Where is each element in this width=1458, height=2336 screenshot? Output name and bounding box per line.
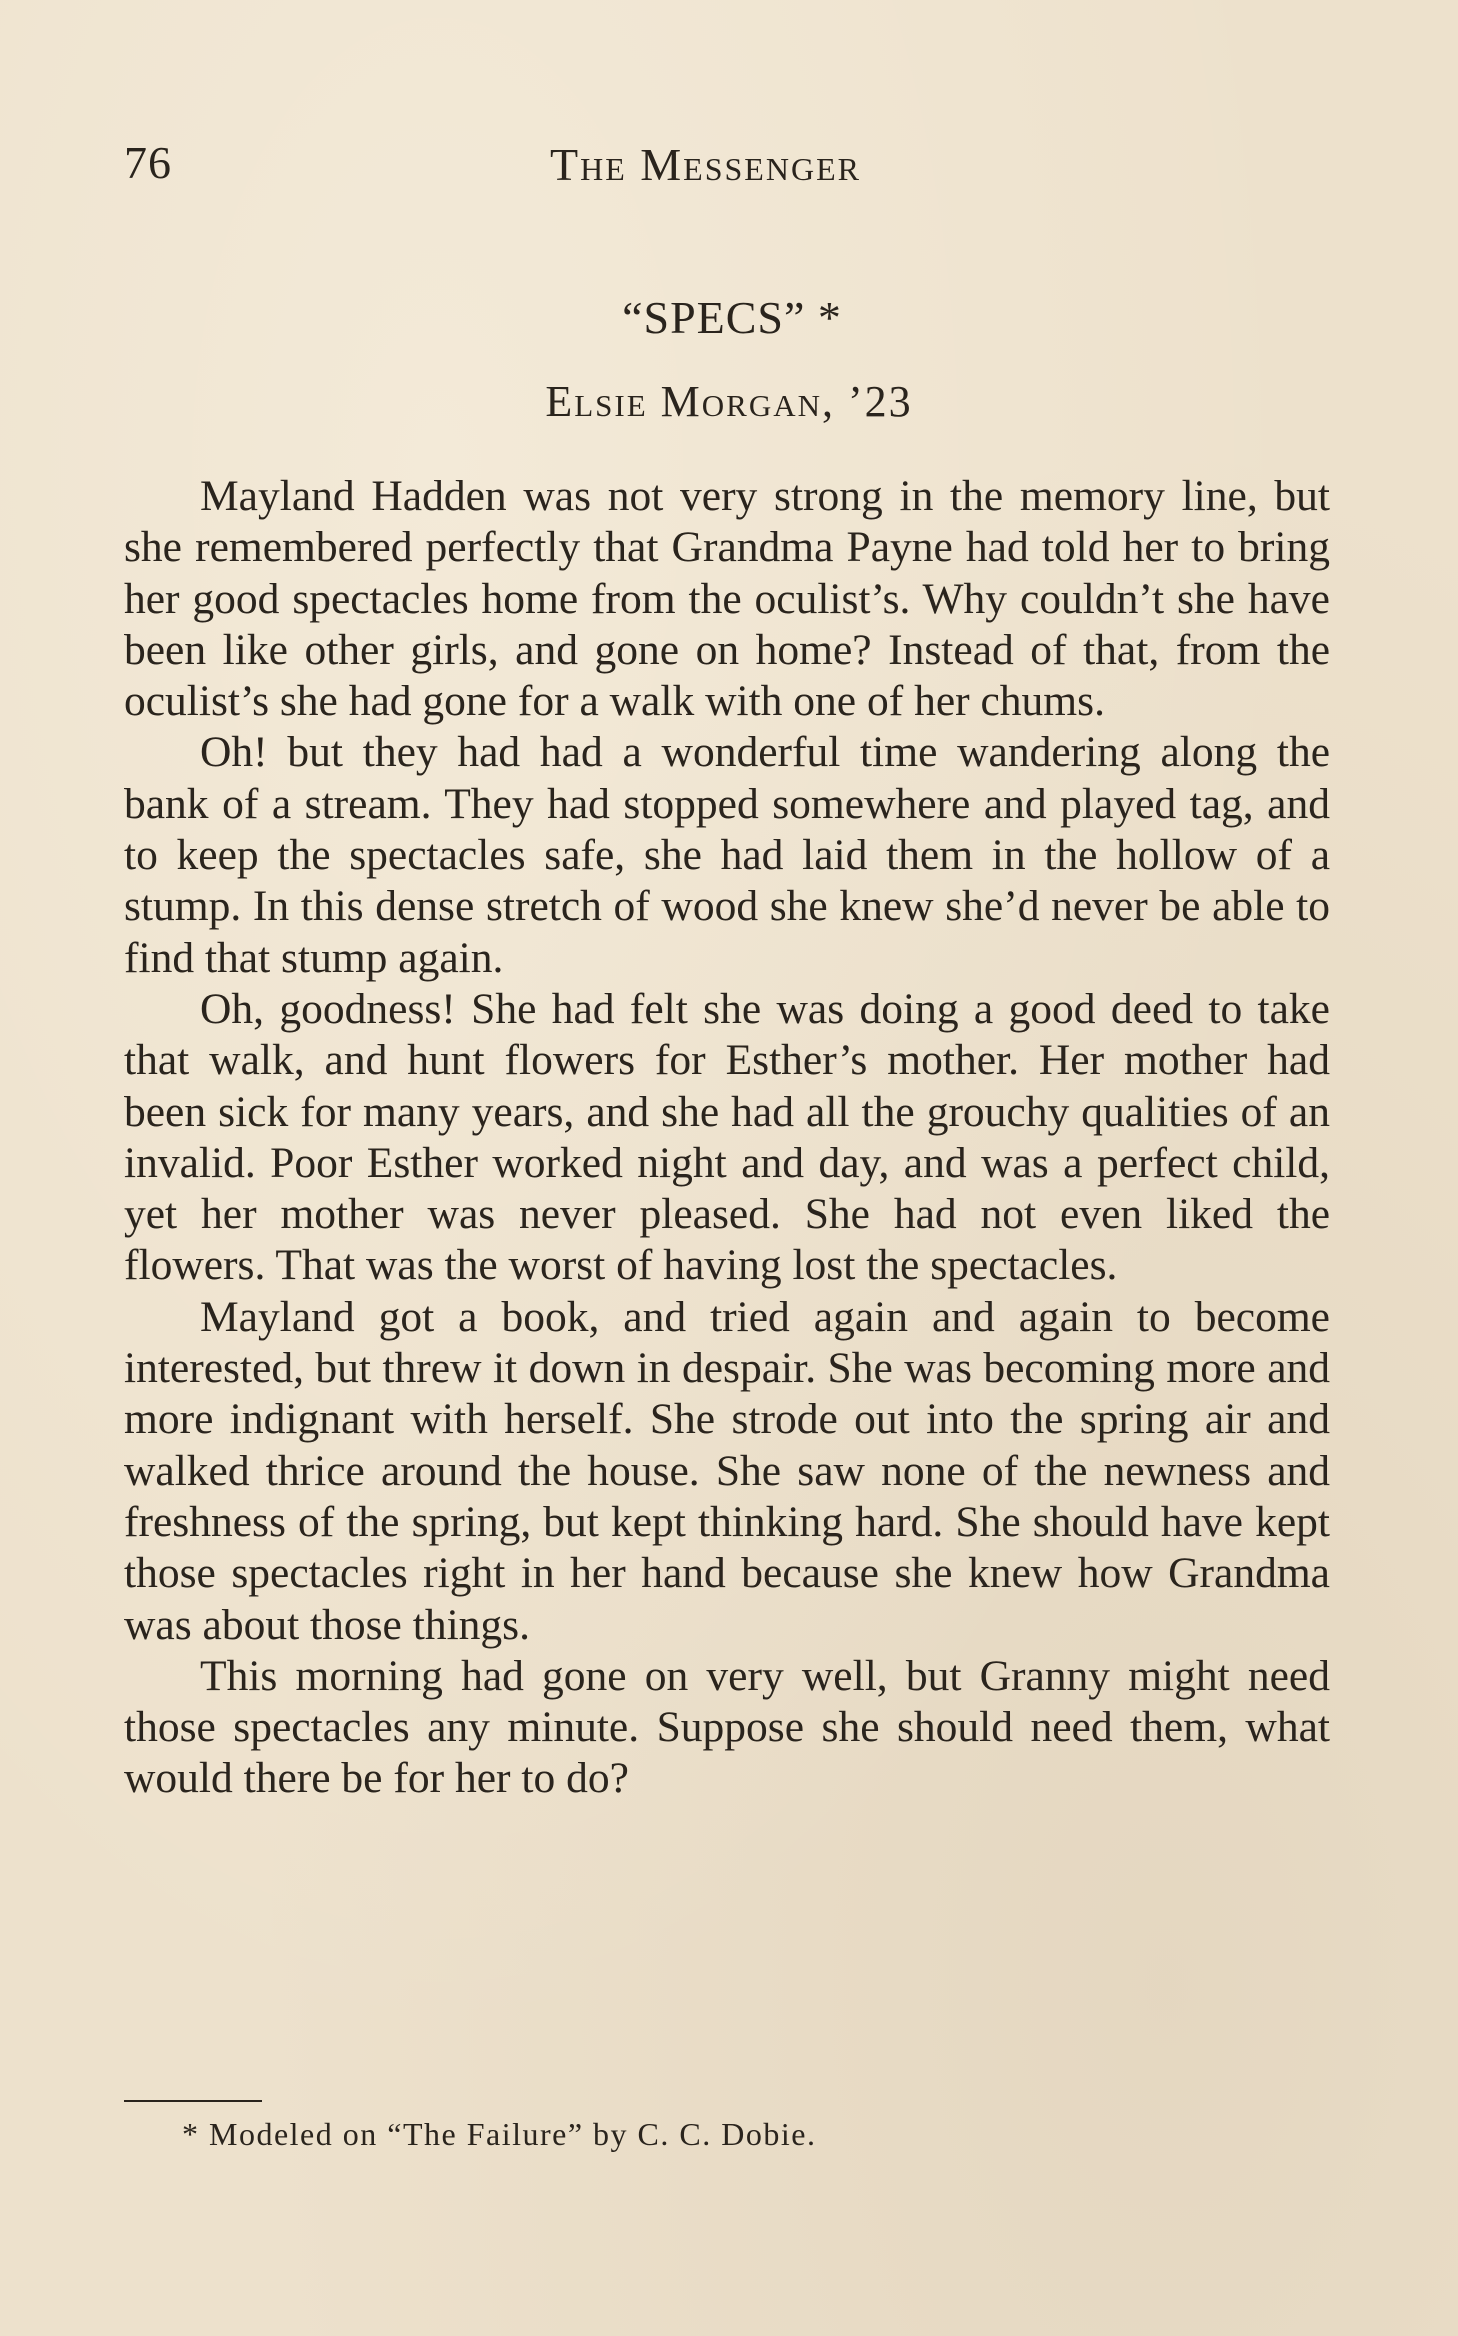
running-head — [124, 136, 1334, 196]
footnote-divider — [124, 2100, 262, 2102]
page-number: 76 — [124, 137, 172, 188]
article-byline: Elsie Morgan, ’23 — [545, 377, 913, 426]
paragraph: Oh! but they had had a wonderful time wandering along the bank of a stream. They had stopped somewhere and played tag, and to keep the spectacles safe, she had laid them in the hollow of a stump. In this dense stretch of wood she knew she’d never be able to find that stump again. — [124, 728, 1330, 982]
paragraph: Oh, goodness! She had felt she was doing a good deed to take that walk, and hunt flowers for Esther’s mother. Her mother had been sick for many years, and she had all the grouchy qualities of an invalid. Poor Esther worked night and day, and was a perfect child, yet her mother was never pleased. She had not even liked the flowers. That was the worst of having lost the spectacles. — [124, 984, 1330, 1290]
paragraph: This morning had gone on very well, but Granny might need those spectacles any minute. Suppose she should need them, what would there be for her to do? — [124, 1651, 1330, 1803]
paragraph: Mayland got a book, and tried again and again to become interested, but threw it down in despair. She was becoming more and more indignant with herself. She strode out into the spring air and walked thrice around the house. She saw none of the newness and freshness of the spring, but kept thinking hard. She should have kept those spectacles right in her hand because she knew how Grandma was about those things. — [124, 1292, 1330, 1649]
footnote: * Modeled on “The Failure” by C. C. Dobie. — [182, 2116, 817, 2152]
paragraph: Mayland Hadden was not very strong in the memory line, but she remembered perfectly that Grandma Payne had told her to bring her good spectacles home from the oculist’s. Why couldn’t she have been like other girls, and gone on home? Instead of that, from the oculist’s she had gone for a walk with one of her chums. — [124, 472, 1330, 726]
article-body — [124, 471, 1330, 1805]
article-title: “SPECS” * — [622, 292, 842, 343]
running-title: The Messenger — [550, 139, 861, 190]
